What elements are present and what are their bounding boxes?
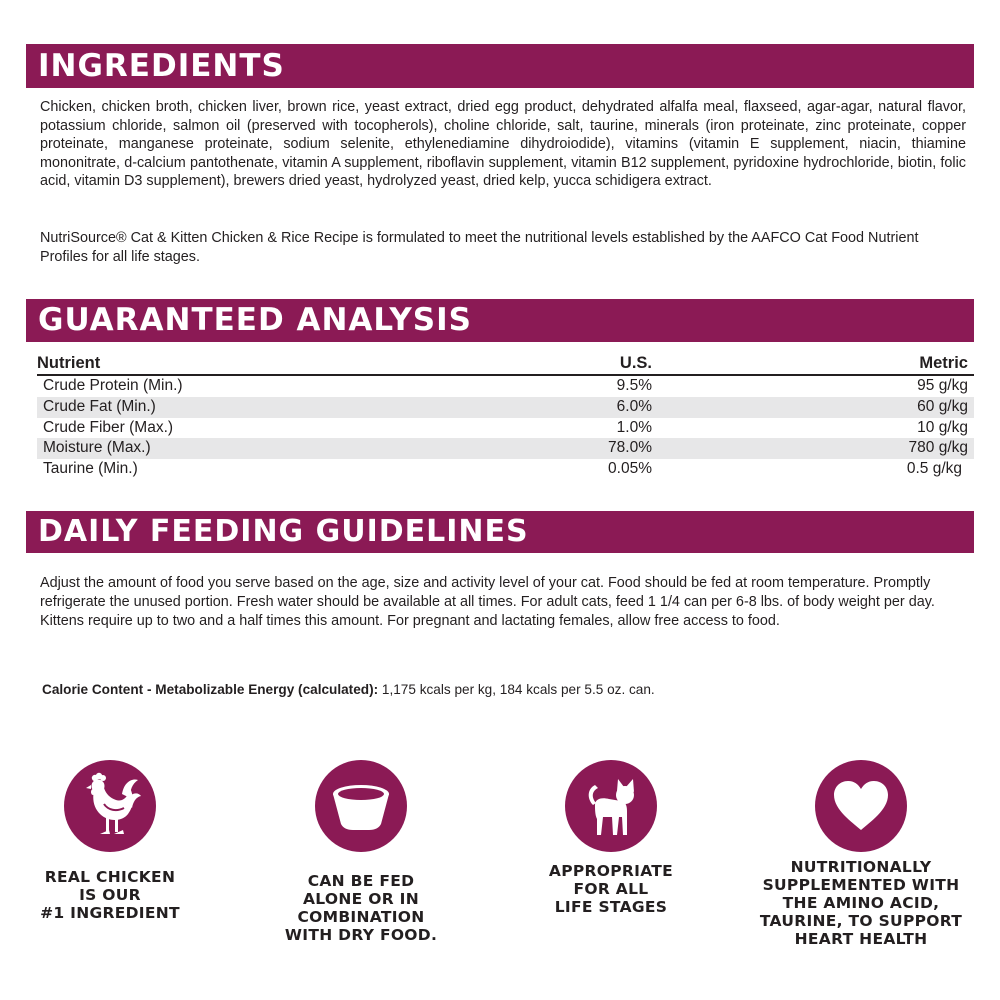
table-row — [37, 459, 974, 480]
nutrient-name: Taurine (Min.) — [43, 460, 138, 478]
metric-value: 0.5 g/kg — [906, 460, 962, 478]
calorie-value: 1,175 kcals per kg, 184 kcals per 5.5 oz. can. — [378, 682, 655, 697]
badge-caption: NUTRITIONALLY SUPPLEMENTED WITH THE AMINO ACID, TAURINE, TO SUPPORT HEART HEALTH — [759, 858, 963, 948]
metric-value: 780 g/kg — [908, 439, 968, 457]
us-value: 6.0% — [616, 397, 652, 415]
bowl-icon — [315, 760, 407, 852]
nutrient-name: Crude Fat (Min.) — [43, 397, 156, 415]
heart-icon — [815, 760, 907, 852]
cat-icon — [565, 760, 657, 852]
us-value: 0.05% — [608, 460, 652, 478]
column-header-nutrient: Nutrient — [37, 354, 101, 372]
table-row — [37, 397, 974, 418]
badge-caption: REAL CHICKEN IS OUR #1 INGREDIENT — [40, 868, 180, 922]
table-header — [37, 354, 974, 376]
us-value: 78.0% — [608, 439, 652, 457]
table-row — [37, 376, 974, 397]
nutrient-name: Crude Protein (Min.) — [43, 377, 183, 394]
metric-value: 10 g/kg — [917, 418, 968, 436]
badge-life-stages — [500, 760, 722, 916]
badge-heart-health — [750, 760, 972, 948]
table-row — [37, 438, 974, 459]
ingredients-heading: INGREDIENTS — [26, 44, 974, 88]
chicken-icon — [64, 760, 156, 852]
feeding-heading: DAILY FEEDING GUIDELINES — [26, 511, 974, 553]
us-value: 1.0% — [616, 418, 652, 436]
feeding-instructions: Adjust the amount of food you serve based on the age, size and activity level of your cat. Food should be fed at room temperature. Promptly refrigerate the unused portion. Fresh water should be available at all times. For adult cats, feed 1 1/4 can per 6-8 lbs. of body weight per day. Kittens require up to two and a half times this amount. For pregnant and lactating females, allow free access to food. — [40, 575, 935, 629]
nutrient-name: Moisture (Max.) — [43, 439, 151, 457]
ingredients-list: Chicken, chicken broth, chicken liver, brown rice, yeast extract, dried egg product, dehydrated alfalfa meal, flaxseed, agar-agar, natural flavor, potassium chloride, salmon oil (preserved with tocopherols), choline chloride, salt, taurine, minerals (iron proteinate, zinc proteinate, copper proteinate, manganese proteinate, sodium selenite, ethylenediamine dihydroiodide), vitamins (vitamin E supplement, niacin, thiamine mononitrate, d-calcium pantothenate, vitamin A supplement, riboflavin supplement, vitamin B12 supplement, pyridoxine hydrochloride, biotin, folic acid, vitamin D3 supplement), brewers dried yeast, hydrolyzed yeast, dried kelp, yucca schidigera extract. — [40, 99, 966, 190]
analysis-heading: GUARANTEED ANALYSIS — [26, 299, 974, 342]
badge-real-chicken — [0, 760, 220, 922]
table-row — [37, 418, 974, 439]
analysis-table — [37, 354, 974, 480]
column-header-metric: Metric — [919, 354, 968, 372]
column-header-us: U.S. — [619, 354, 652, 372]
metric-value: 95 g/kg — [917, 377, 968, 394]
calorie-label: Calorie Content - Metabolizable Energy (calculated): — [42, 682, 379, 697]
badge-dry-food — [250, 760, 472, 944]
us-value: 9.5% — [616, 377, 652, 394]
calorie-content — [42, 682, 655, 697]
nutrient-name: Crude Fiber (Max.) — [43, 418, 174, 436]
badge-caption: APPROPRIATE FOR ALL LIFE STAGES — [548, 862, 674, 916]
metric-value: 60 g/kg — [917, 397, 968, 415]
badge-caption: CAN BE FED ALONE OR IN COMBINATION WITH DRY FOOD. — [284, 872, 438, 944]
aafco-statement: NutriSource® Cat & Kitten Chicken & Rice Recipe is formulated to meet the nutritional levels established by the AAFCO Cat Food Nutrient Profiles for all life stages. — [40, 230, 919, 265]
